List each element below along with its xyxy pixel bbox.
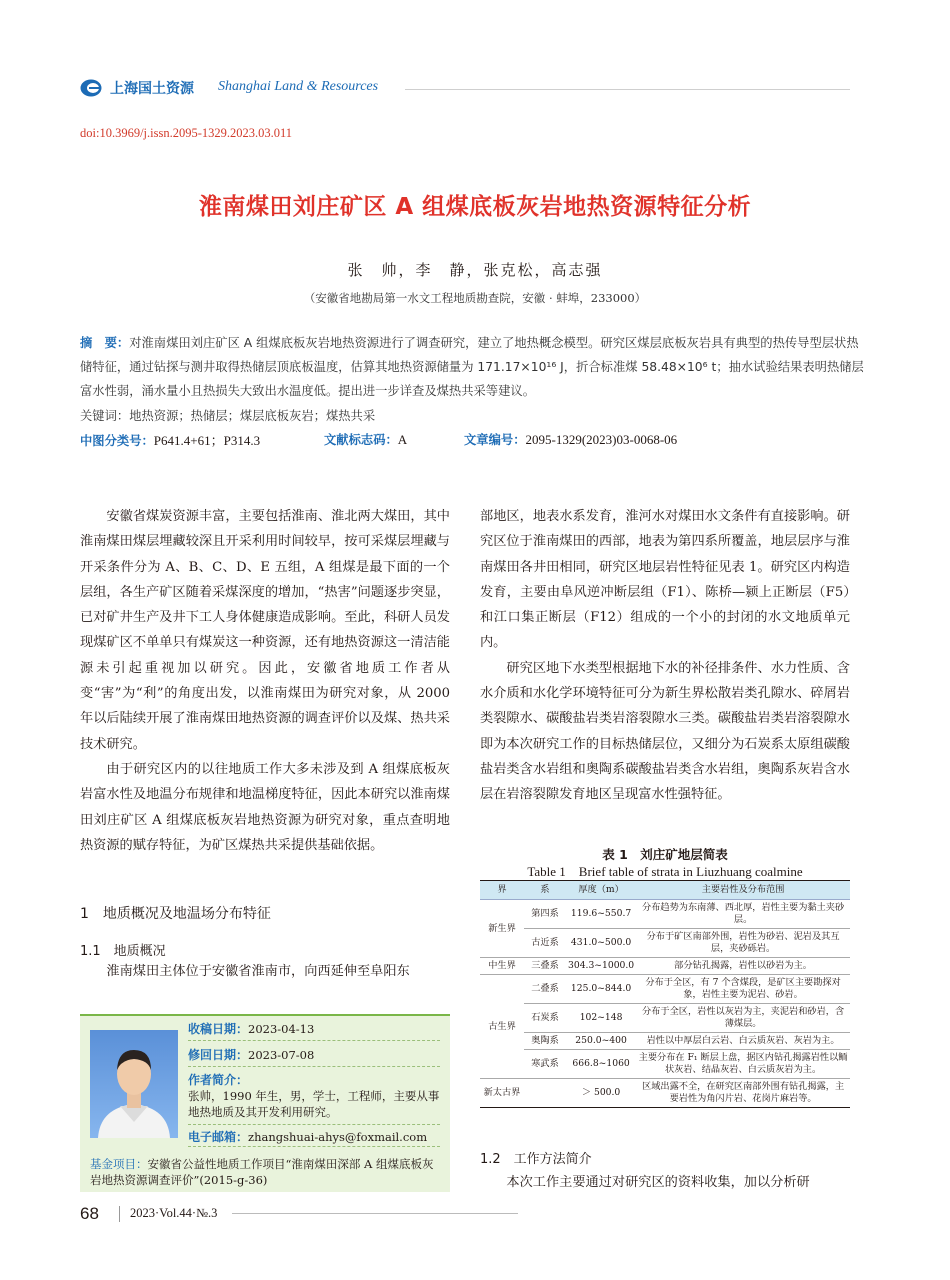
- header-divider: [405, 89, 850, 90]
- system-cell: [524, 1079, 566, 1108]
- issue-info: 2023·Vol.44·№.3: [130, 1206, 218, 1220]
- era-cell: 古生界: [480, 975, 524, 1079]
- section-1-2-text: [480, 1170, 850, 1195]
- received-label: 收稿日期：: [188, 1022, 249, 1036]
- table-header-row: [480, 881, 850, 900]
- paragraph: 淮南煤田主体位于安徽省淮南市，向西延伸至阜阳东: [106, 964, 410, 979]
- system-cell: 奥陶系: [524, 1033, 566, 1050]
- era-cell: 中生界: [480, 958, 524, 975]
- authors: 张 帅，李 静，张克松，高志强: [347, 261, 603, 279]
- email: [188, 1126, 440, 1147]
- received-date: [188, 1018, 440, 1041]
- clc-value: P641.4+61；P314.3: [153, 433, 261, 448]
- thickness-cell: 125.0~844.0: [566, 975, 636, 1004]
- bio-label: 作者简介：: [188, 1073, 249, 1087]
- journal-header: [80, 78, 870, 100]
- classification-line: [80, 430, 870, 450]
- table-header: 界: [480, 881, 524, 900]
- table-row: [480, 958, 850, 975]
- clc: [80, 430, 260, 449]
- table-caption-zh: 表 1 刘庄矿地层简表: [602, 847, 728, 862]
- table-row: [480, 1079, 850, 1108]
- table-row: [480, 900, 850, 929]
- affiliation: （安徽省地勘局第一水文工程地质勘查院，安徽 · 蚌埠，233000）: [303, 291, 647, 305]
- section-heading-1: 1 地质概况及地温场分布特征: [80, 906, 271, 922]
- thickness-cell: 304.3~1000.0: [566, 958, 636, 975]
- paragraph: 部地区，地表水系发育，淮河水对煤田水文条件有直接影响。研究区位于淮南煤田的西部，地表为第四系所覆盖，地层层序与淮南煤田各井田相同，研究区地层岩性特征见表 1。研究区内构造发育，主要由阜风逆冲断层组（F1）、陈桥—颍上正断层（F5）和江口集正断层（F12）组成的一个小的封闭的水文地质单元内。: [480, 509, 850, 651]
- author-info-box: [80, 1014, 450, 1192]
- system-cell: 第四系: [524, 900, 566, 929]
- article-number-value: 2095-1329(2023)03-0068-06: [525, 432, 678, 447]
- table-header: 主要岩性及分布范围: [636, 881, 850, 900]
- journal-name-zh: 上海国土资源: [110, 81, 194, 97]
- era-cell: 新生界: [480, 900, 524, 958]
- system-cell: 古近系: [524, 929, 566, 958]
- system-cell: 石炭系: [524, 1004, 566, 1033]
- fund-label: 基金项目：: [90, 1157, 148, 1171]
- revised-value: 2023-07-08: [248, 1048, 315, 1062]
- desc-cell: 部分钻孔揭露，岩性以砂岩为主。: [636, 958, 850, 975]
- system-cell: 三叠系: [524, 958, 566, 975]
- author-bio: [188, 1072, 440, 1125]
- author-photo: [90, 1030, 178, 1138]
- email-value[interactable]: zhangshuai-ahys@foxmail.com: [248, 1130, 428, 1144]
- body-left-column: [80, 504, 450, 858]
- table-row: [480, 929, 850, 958]
- table-header: 系: [524, 881, 566, 900]
- era-cell: 新太古界: [480, 1079, 524, 1108]
- footer-divider: [232, 1213, 518, 1214]
- doi[interactable]: doi:10.3969/j.issn.2095-1329.2023.03.011: [80, 126, 293, 140]
- page-number: 68: [80, 1204, 99, 1223]
- thickness-cell: 102~148: [566, 1004, 636, 1033]
- bio-text: 张帅，1990 年生，男，学士，工程师，主要从事地热地质及其开发利用研究。: [188, 1089, 440, 1119]
- section-heading-1-2: 1.2 工作方法简介: [480, 1152, 592, 1167]
- strata-table: [480, 880, 850, 1108]
- table-row: [480, 1033, 850, 1050]
- thickness-cell: 666.8~1060: [566, 1050, 636, 1079]
- fund-project: [90, 1156, 440, 1188]
- footer-separator: [119, 1206, 120, 1222]
- paragraph: 由于研究区内的以往地质工作大多未涉及到 A 组煤底板灰岩富水性及地温分布规律和地温梯度特征，因此本研究以淮南煤田刘庄矿区 A 组煤底板灰岩地热资源为研究对象，重点查明地热资源的赋存特征，为矿区煤热共采提供基础依据。: [80, 761, 450, 853]
- article-number: [464, 430, 677, 448]
- thickness-cell: ＞ 500.0: [566, 1079, 636, 1108]
- received-value: 2023-04-13: [248, 1022, 315, 1036]
- paragraph: 研究区地下水类型根据地下水的补径排条件、水力性质、含水介质和水化学环境特征可分为新生界松散岩类孔隙水、碎屑岩类裂隙水、碳酸盐岩类岩溶裂隙水三类。碳酸盐岩类岩溶裂隙水即为本次研究工作的目标热储层位，又细分为石炭系太原组碳酸盐岩类含水岩组和奥陶系碳酸盐岩类含水岩组，奥陶系灰岩含水层在岩溶裂隙发育地区呈现富水性强特征。: [480, 660, 850, 803]
- thickness-cell: 250.0~400: [566, 1033, 636, 1050]
- abstract: [80, 331, 870, 403]
- revised-label: 修回日期：: [188, 1048, 249, 1062]
- paragraph: 本次工作主要通过对研究区的资料收集，加以分析研: [506, 1175, 810, 1190]
- paragraph: 安徽省煤炭资源丰富，主要包括淮南、淮北两大煤田，其中淮南煤田煤层埋藏较深且开采利用时间较早，按可采煤层埋藏与开采条件分为 A、B、C、D、E 五组，A 组煤是最下面的一个层组，各生产矿区随着采煤深度的增加，“热害”问题逐步突显，已对矿井生产及井下工人身体健康造成影响。至此，科研人员发现煤矿区不单单只有煤炭这一种资源，还有地热资源这一清洁能源未引起重视加以研究。因此，安徽省地质工作者从变“害”为“利”的角度出发，以淮南煤田为研究对象，从 2000 年以后陆续开展了淮南煤田地热资源的调查评价以及煤、热共采技术研究。: [80, 509, 450, 752]
- desc-cell: 分布于矿区南部外围，岩性为砂岩、泥岩及其互层，夹砂砾岩。: [636, 929, 850, 958]
- revised-date: [188, 1044, 440, 1067]
- thickness-cell: 431.0~500.0: [566, 929, 636, 958]
- table-row: [480, 1004, 850, 1033]
- table-header: 厚度（m）: [566, 881, 636, 900]
- doc-code: [324, 430, 407, 448]
- table-caption-en: Table 1 Brief table of strata in Liuzhuang coalmine: [527, 864, 803, 879]
- clc-label: 中图分类号：: [80, 434, 154, 448]
- email-label: 电子邮箱：: [188, 1130, 249, 1144]
- abstract-text: 对淮南煤田刘庄矿区 A 组煤底板灰岩地热资源进行了调查研究，建立了地热概念模型。研究区煤层底板灰岩具有典型的热传导型层状热储特征，通过钻探与测井取得热储层顶底板温度，估算其地热资源储量为 171.17×10¹⁶ J，折合标准煤 58.48×10⁶ t；抽水试验结果表明热储层富水性弱，涌水量小且热损失大致出水温度低。提出进一步详查及煤热共采等建议。: [80, 336, 864, 398]
- keywords: 关键词：地热资源；热储层；煤层底板灰岩；煤热共采: [80, 409, 376, 423]
- desc-cell: 区域出露不全，在研究区南部外围有钻孔揭露，主要岩性为角闪片岩、花岗片麻岩等。: [636, 1079, 850, 1108]
- fund-text: 安徽省公益性地质工作项目“淮南煤田深部 A 组煤底板灰岩地热资源调查评价”(2015-g-36): [90, 1157, 434, 1187]
- desc-cell: 分布于全区，有 7 个含煤段，是矿区主要勘探对象，岩性主要为泥岩、砂岩。: [636, 975, 850, 1004]
- section-1-1-text: [80, 959, 450, 984]
- doc-code-value: A: [397, 432, 408, 447]
- table-row: [480, 975, 850, 1004]
- journal-name-en: Shanghai Land & Resources: [218, 79, 379, 94]
- desc-cell: 岩性以中厚层白云岩、白云质灰岩、灰岩为主。: [636, 1033, 850, 1050]
- desc-cell: 主要分布在 F₁ 断层上盘，据区内钻孔揭露岩性以鲕状灰岩、结晶灰岩、白云质灰岩为主。: [636, 1050, 850, 1079]
- section-heading-1-1: 1.1 地质概况: [80, 944, 166, 959]
- body-right-column: [480, 504, 850, 808]
- article-number-label: 文章编号：: [464, 433, 526, 447]
- paper-title: 淮南煤田刘庄矿区 A 组煤底板灰岩地热资源特征分析: [198, 194, 752, 220]
- system-cell: 寒武系: [524, 1050, 566, 1079]
- thickness-cell: 119.6~550.7: [566, 900, 636, 929]
- abstract-label: 摘 要：: [80, 336, 130, 350]
- desc-cell: 分布趋势为东南薄、西北厚，岩性主要为黏土夹砂层。: [636, 900, 850, 929]
- system-cell: 二叠系: [524, 975, 566, 1004]
- desc-cell: 分布于全区，岩性以灰岩为主，夹泥岩和砂岩，含薄煤层。: [636, 1004, 850, 1033]
- doc-code-label: 文献标志码：: [324, 433, 398, 447]
- table-row: [480, 1050, 850, 1079]
- journal-logo-icon: [80, 79, 102, 97]
